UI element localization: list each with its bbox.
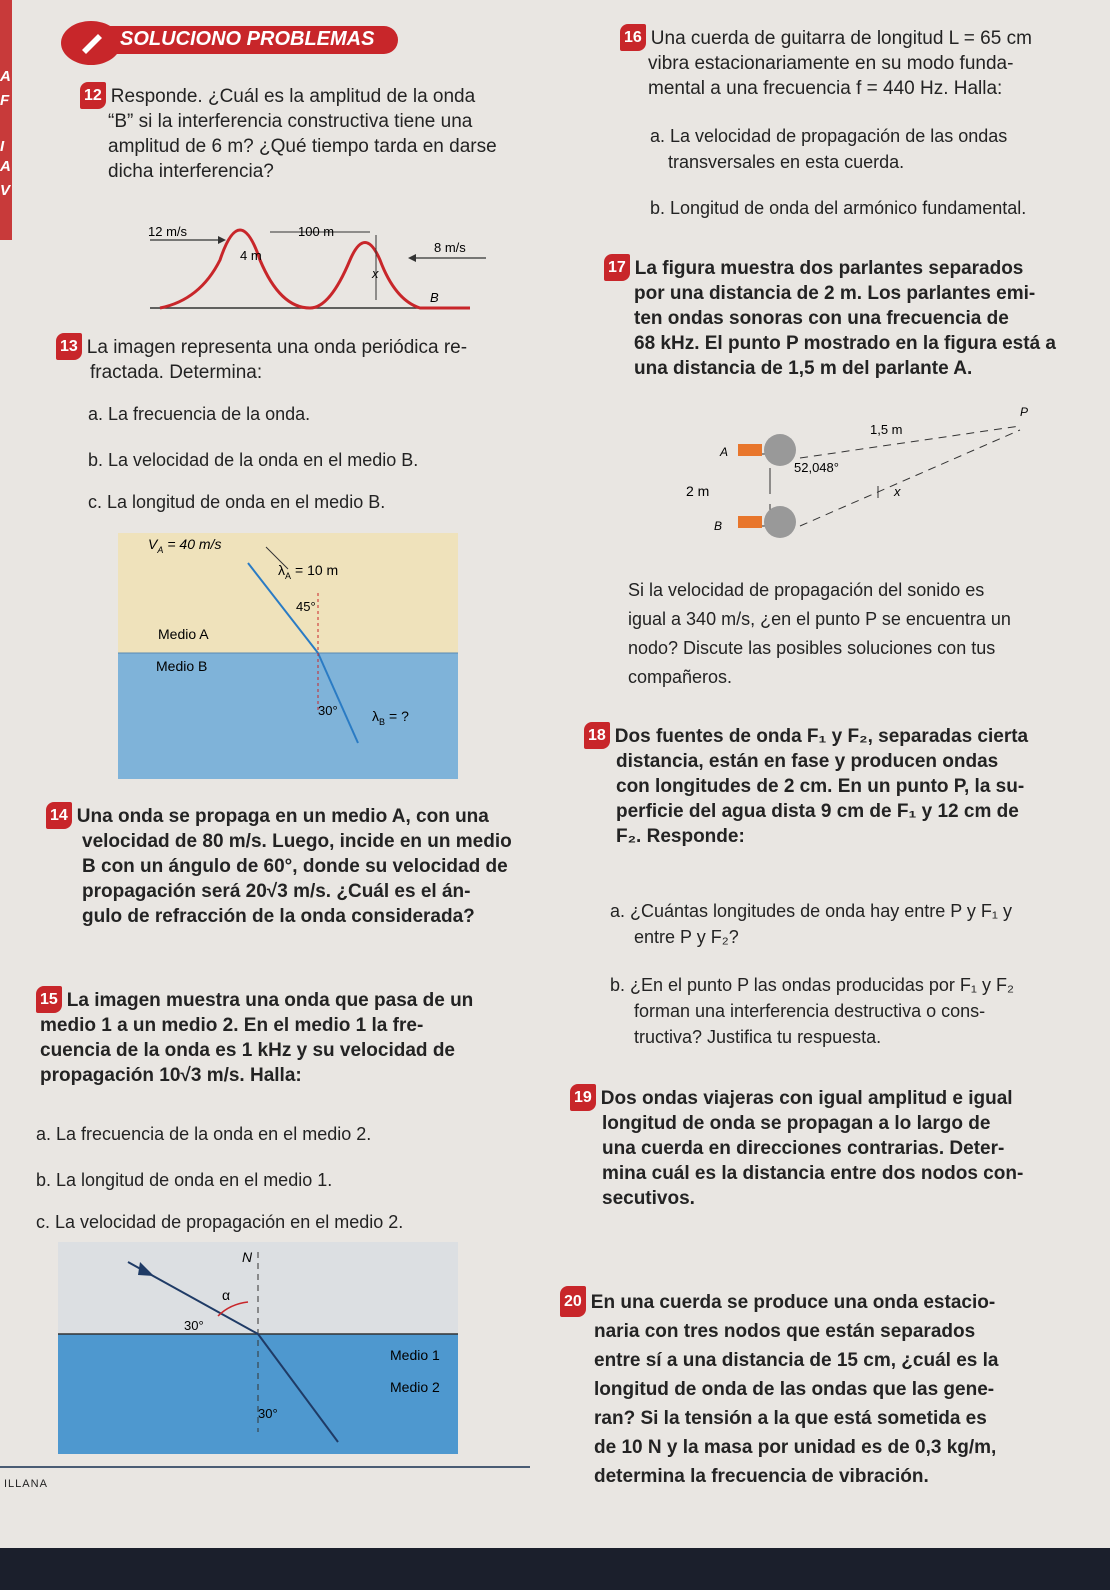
problem-number: 20 <box>560 1286 586 1317</box>
problem-17-followup: Si la velocidad de propagación del sonido es igual a 340 m/s, ¿en el punto P se encuentra un nodo? Discute las posibles soluciones con tus compañeros. <box>628 580 1011 687</box>
problem-number: 16 <box>620 24 646 51</box>
problem-17 <box>604 254 1104 381</box>
medio-b-label: Medio B <box>156 658 208 674</box>
problem-text: naria con tres nodos que están separados <box>594 1321 976 1342</box>
problem-text: 19 Dos ondas viajeras con igual amplitud e igual <box>570 1084 1104 1111</box>
problem-text: perficie del agua dista 9 cm de F₁ y 12 cm de <box>616 801 1019 822</box>
angle-label: 45° <box>296 599 316 614</box>
problem-18 <box>584 722 1104 849</box>
problem-text: mental a una frecuencia f = 440 Hz. Halla: <box>648 78 1003 99</box>
problem-text: fractada. Determina: <box>90 362 263 383</box>
problem-12 <box>80 82 560 184</box>
item-a-cont: transversales en esta cuerda. <box>668 152 905 172</box>
problem-text: amplitud de 6 m? ¿Qué tiempo tarda en darse <box>108 136 497 157</box>
medio-a-label: Medio A <box>158 626 209 642</box>
item-b: b. Longitud de onda del armónico fundamental. <box>650 198 1027 218</box>
sidebar-letter: A <box>0 158 11 175</box>
problem-number: 12 <box>80 82 106 109</box>
left-sidebar-strip <box>0 0 12 240</box>
problem-text: 16 Una cuerda de guitarra de longitud L = 65 cm <box>620 24 1100 51</box>
problem-text: propagación 10√3 m/s. Halla: <box>40 1065 302 1086</box>
x-label: x <box>894 484 901 499</box>
problem-text: B con un ángulo de 60°, donde su velocidad de <box>82 856 508 877</box>
problem-text: dicha interferencia? <box>108 161 274 182</box>
a-label: A <box>720 445 729 459</box>
problem-20 <box>560 1286 1104 1491</box>
refraction-figure-15 <box>58 1242 458 1454</box>
distance-label: 1,5 m <box>870 422 903 437</box>
angle-label: 30° <box>258 1406 278 1421</box>
medio-2-label: Medio 2 <box>390 1379 440 1395</box>
angle-label: 30° <box>318 703 338 718</box>
distance-label: 100 m <box>298 224 335 239</box>
problem-text: gulo de refracción de la onda considerada? <box>82 906 475 927</box>
problem-14 <box>46 802 576 929</box>
problem-text: 18 Dos fuentes de onda F₁ y F₂, separadas cierta <box>584 722 1104 749</box>
problem-text: velocidad de 80 m/s. Luego, incide en un medio <box>82 831 512 852</box>
problem-number: 18 <box>584 722 610 749</box>
separation-label: 2 m <box>686 483 710 499</box>
publisher-footer: ILLANA <box>4 1478 48 1490</box>
problem-18-items: a. ¿Cuántas longitudes de onda hay entre P y F₁ y entre P y F₂? b. ¿En el punto P las ondas producidas por F₁ y F₂ forman una interferencia destructiva o cons- tructiva? Justifica tu respuesta. <box>610 901 1014 1047</box>
lambda-a-label: $\lambda_A = 10$ m <box>278 562 339 581</box>
sidebar-letter: A <box>0 68 11 85</box>
problem-text: determina la frecuencia de vibración. <box>594 1466 929 1487</box>
problem-text: secutivos. <box>602 1188 695 1209</box>
problem-number: 13 <box>56 333 82 360</box>
problem-19 <box>570 1084 1104 1211</box>
problem-text: distancia, están en fase y producen ondas <box>616 751 999 772</box>
problem-text: “B” si la interferencia constructiva tiene una <box>108 111 473 132</box>
problem-number: 14 <box>46 802 72 829</box>
problem-text: 15 La imagen muestra una onda que pasa de un <box>36 986 576 1013</box>
item-c: c. La longitud de onda en el medio B. <box>88 492 386 512</box>
problem-text: ten ondas sonoras con una frecuencia de <box>634 308 1009 329</box>
speed-label: 12 m/s <box>148 224 188 239</box>
b-label: B <box>430 290 439 305</box>
problem-text: ran? Si la tensión a la que está sometida es <box>594 1408 987 1429</box>
problem-text: 20 En una cuerda se produce una onda estacio- <box>560 1286 1104 1317</box>
item-a: a. La velocidad de propagación de las ondas <box>650 126 1008 146</box>
problem-text: longitud de onda se propagan a lo largo de <box>602 1113 991 1134</box>
item-a: a. La frecuencia de la onda. <box>88 404 311 424</box>
b-label: B <box>714 519 723 533</box>
sidebar-letter: F <box>0 92 10 109</box>
problem-text: entre sí a una distancia de 15 cm, ¿cuál es la <box>594 1350 999 1371</box>
wave-interference-figure <box>140 200 500 315</box>
problem-text: vibra estacionariamente en su modo funda- <box>648 53 1014 74</box>
item-b: b. La velocidad de la onda en el medio B. <box>88 450 419 470</box>
item-a: a. La frecuencia de la onda en el medio 2. <box>36 1124 372 1144</box>
problem-text: una distancia de 1,5 m del parlante A. <box>634 358 973 379</box>
problem-text: de 10 N y la masa por unidad es de 0,3 kg/m, <box>594 1437 997 1458</box>
va-label: $V_A = 40$ m/s <box>148 536 222 555</box>
problem-text: 68 kHz. El punto P mostrado en la figura está a <box>634 333 1056 354</box>
speed-label: 8 m/s <box>434 240 466 255</box>
problem-text: cuencia de la onda es 1 kHz y su velocidad de <box>40 1040 455 1061</box>
problem-text: longitud de onda de las ondas que las gene- <box>594 1379 995 1400</box>
problem-text: por una distancia de 2 m. Los parlantes emi- <box>634 283 1036 304</box>
angle-label: 52,048° <box>794 460 839 475</box>
sidebar-letter: I <box>0 138 5 155</box>
normal-label: N <box>242 1249 253 1265</box>
problem-number: 15 <box>36 986 62 1013</box>
problem-text: propagación será 20√3 m/s. ¿Cuál es el án- <box>82 881 471 902</box>
problem-text: con longitudes de 2 cm. En un punto P, la su- <box>616 776 1025 797</box>
medio-1-label: Medio 1 <box>390 1347 440 1363</box>
p-label: P <box>1020 405 1029 419</box>
problem-text: mina cuál es la distancia entre dos nodos con- <box>602 1163 1024 1184</box>
problem-15 <box>36 986 576 1088</box>
alpha-label: α <box>222 1287 231 1303</box>
problem-text: una cuerda en direcciones contrarias. Deter- <box>602 1138 1005 1159</box>
problem-13 <box>56 333 576 385</box>
problem-number: 17 <box>604 254 630 281</box>
section-title: SOLUCIONO PROBLEMAS <box>120 28 375 50</box>
angle-label: 30° <box>184 1318 204 1333</box>
problem-number: 19 <box>570 1084 596 1111</box>
problem-text: medio 1 a un medio 2. En el medio 1 la fre- <box>40 1015 424 1036</box>
problem-text: 13 La imagen representa una onda periódica re- <box>56 333 576 360</box>
problem-text: 12 Responde. ¿Cuál es la amplitud de la onda <box>80 82 560 109</box>
x-label: x <box>372 266 379 281</box>
problem-text: 14 Una onda se propaga en un medio A, con una <box>46 802 576 829</box>
item-c: c. La velocidad de propagación en el medio 2. <box>36 1212 404 1232</box>
problem-text: 17 La figura muestra dos parlantes separados <box>604 254 1104 281</box>
problem-text: F₂. Responde: <box>616 826 745 847</box>
problem-16 <box>620 24 1100 101</box>
item-b: b. La longitud de onda en el medio 1. <box>36 1170 333 1190</box>
bottom-rule <box>0 1466 530 1468</box>
page-bottom-shadow <box>0 1548 1110 1590</box>
amplitude-label: 4 m <box>240 248 262 263</box>
refraction-figure-13 <box>118 533 458 779</box>
sidebar-letter: V <box>0 182 11 199</box>
lambda-b-label: $\lambda_B$ = ? <box>372 708 409 727</box>
speakers-figure <box>680 398 1060 558</box>
